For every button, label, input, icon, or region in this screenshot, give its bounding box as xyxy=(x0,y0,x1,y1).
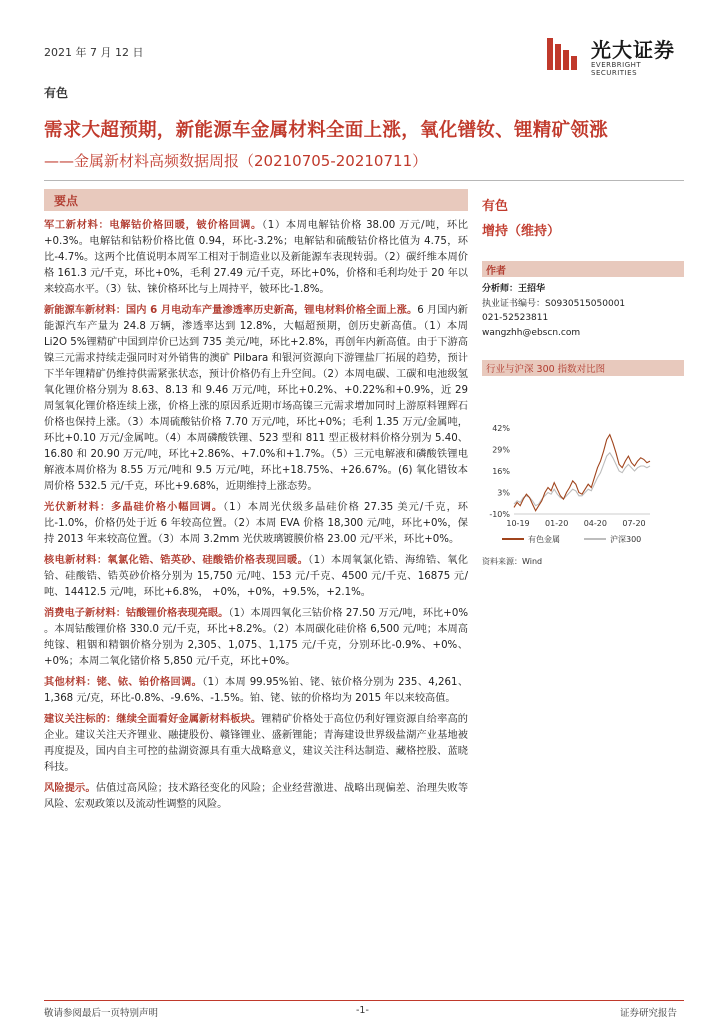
paragraph-lead: 核电新材料：氧氯化锆、锆英砂、硅酸锆价格表现回暖。 xyxy=(44,555,309,566)
x-tick-label: 10-19 xyxy=(506,519,530,528)
paragraph-text: 6 月国内新能源汽车产量为 24.8 万辆，渗透率达到 12.8%，大幅超预期，创历史新高值。（1）本周 Li2O 5%锂精矿中国到岸价已达到 735 美元/吨，环比+2.8%，再创年内新高值。由于下游高镍三元需求持续走强同时对外销售的澳矿 Pilbara 和银河资源向下游锂盐厂拓展的趋势，预计下半年锂精矿仍维持供需紧张状态，预计价格仍有上升空间。（2）本周电碳、工碳和电池级氢氧化锂价格分别为 8.63、8.13 和 9.46 万元/吨，环比+0.2%、+0.22%和+0.9%，近 29 周氢氧化锂价格连续上涨，价格上涨的原因系近期市场高镍三元需求增加同时上游原料锂辉石价格也保持上涨。（3）本周硫酸钴价格 7.70 万元/吨，环比+0%；毛利 1.35 万元/金属吨，环比+0.10 万元/金属吨。（4）本周磷酸铁锂、523 型和 811 型正极材料价格分别为 5.40、16.80 和 20.90 万元/吨，环比+2.86%、+7.0%和+1.7%。（5）三元电解液和磷酸铁锂电解液本周价格为 8.55 万元/吨和 9.5 万元/吨，环比+18.75%、+26.67%。(6) 氧化镨钕本周价格 532.5 元/千克，环比+9.68%，近期维持上涨态势。 xyxy=(44,305,468,492)
paragraph-text: 锂精矿价格处于高位仍利好锂资源自给率高的企业。建议关注天齐锂业、融捷股份、赣锋锂业、盛新锂能；青海建设世界级盐湖产业基地被再度提及，国内自主可控的盐湖资源具有重大战略意义，建议关注科达制造、藏格控股、蓝晓科技。 xyxy=(44,714,468,773)
y-tick-label: 29% xyxy=(492,445,510,455)
logo-chinese: 光大证券 xyxy=(591,38,675,62)
title-divider xyxy=(44,180,684,181)
logo-english: EVERBRIGHT SECURITIES xyxy=(591,61,642,77)
legend-label: 沪深300 xyxy=(610,535,642,544)
paragraph-text: （1）本周电解钴价格 38.00 万元/吨，环比+0.3%。电解钴和钴粉价格比值 0.94，环比-3.2%；电解钴和硫酸钴价格比值为 4.75，环比-4.7%。这两个比值说明本周军工相对于制造业以及新能源车表现转弱。（2）碳纤维本周价格 161.3 元/千克，环比+0%，毛利 27.49 元/千克，环比+0%，价格和毛利均处于 20 年以来较高水平。（3）钛、铼价格环比与上周持平，铍环比-1.8%。 xyxy=(44,220,468,295)
logo-mark-icon xyxy=(545,34,585,74)
chart-source: 资料来源：Wind xyxy=(482,557,543,566)
x-tick-label: 04-20 xyxy=(583,519,607,528)
summary-paragraph xyxy=(44,675,468,707)
analyst-info xyxy=(482,282,625,340)
x-tick-label: 01-20 xyxy=(545,519,569,528)
y-tick-label: 3% xyxy=(497,488,510,498)
index-comparison-chart xyxy=(482,420,684,550)
paragraph-lead: 军工新材料：电解钴价格回暖，铍价格回调。 xyxy=(44,220,262,231)
paragraph-lead: 新能源车新材料：国内 6 月电动车产量渗透率历史新高，锂电材料价格全面上涨。 xyxy=(44,305,418,316)
brand-logo xyxy=(545,34,685,77)
paragraph-lead: 消费电子新材料：钴酸锂价格表现亮眼。 xyxy=(44,608,229,619)
report-subtitle: ——金属新材料高频数据周报（20210705-20210711） xyxy=(44,152,428,170)
summary-paragraph xyxy=(44,606,468,670)
series-line xyxy=(514,435,650,511)
chart-heading-bar xyxy=(482,360,684,376)
summary-body xyxy=(44,218,468,818)
rating-label: 增持（维持） xyxy=(482,224,561,239)
summary-paragraph xyxy=(44,500,468,548)
footer-divider xyxy=(44,1000,684,1001)
analyst-phone: 021-52523811 xyxy=(482,313,549,323)
summary-paragraph xyxy=(44,712,468,776)
y-tick-label: 16% xyxy=(492,467,510,476)
summary-paragraph xyxy=(44,218,468,298)
paragraph-text: （1）本周氧氯化锆、海绵锆、氧化铪、硅酸锆、锆英砂价格分别为 15,750 元/吨、153 元/千克、4500 元/千克、16875 元/吨、14412.5 元/吨，环比+6.8%， +0%，+0%，+9.5%，+2.1%。 xyxy=(44,555,468,598)
paragraph-text: （1）本周光伏级多晶硅价格 27.35 美元/千克，环比-1.0%，价格仍处于近 6 年较高位置。（2）本周 EVA 价格 18,300 元/吨，环比+0%，保持 2013 年来较高位置。（3）本周 3.2mm 光伏玻璃镀膜价格 23.00 元/平米，环比+0%。 xyxy=(44,502,468,545)
summary-paragraph xyxy=(44,781,468,813)
series-line xyxy=(514,453,650,506)
paragraph-text: （1）本周四氧化三钴价格 27.50 万元/吨，环比+0% 。本周钴酸锂价格 330.0 元/千克，环比+8.2%。（2）本周碳化硅价格 6,500 元/吨；本周高纯镓、粗铟和精铟价格分别为 2,305、1,075、1,175 元/千克，分别环比-0.9%、+0%、+0%；本周二氧化锗价格 5,850 元/千克，环比+0%。 xyxy=(44,608,469,667)
license-number: 执业证书编号：S0930515050001 xyxy=(482,298,626,309)
author-heading-bar xyxy=(482,261,684,277)
analyst-email[interactable]: wangzhh@ebscn.com xyxy=(482,327,581,338)
summary-paragraph xyxy=(44,553,468,601)
paragraph-lead: 建议关注标的：继续全面看好金属新材料板块。 xyxy=(44,714,262,725)
analyst-name: 分析师：王招华 xyxy=(482,284,546,294)
author-heading: 作者 xyxy=(486,266,506,277)
summary-heading: 要点 xyxy=(54,194,79,208)
paragraph-text: 估值过高风险；技术路径变化的风险；企业经营激进、战略出现偏差、治理失败等风险、宏观政策以及流动性调整的风险。 xyxy=(44,783,469,810)
page-number: -1- xyxy=(356,1005,369,1016)
x-tick-label: 07-20 xyxy=(622,519,646,528)
y-tick-label: -10% xyxy=(489,510,510,519)
report-title: 需求大超预期，新能源车金属材料全面上涨，氧化镨钕、锂精矿领涨 xyxy=(44,120,609,141)
paragraph-lead: 光伏新材料：多晶硅价格小幅回调。 xyxy=(44,502,224,513)
footer-disclaimer: 敬请参阅最后一页特别声明 xyxy=(44,1008,159,1019)
summary-paragraph xyxy=(44,303,468,495)
sector-label: 有色 xyxy=(44,86,69,100)
chart-heading: 行业与沪深 300 指数对比图 xyxy=(486,364,606,375)
paragraph-lead: 风险提示。 xyxy=(44,783,96,794)
report-date: 2021 年 7 月 12 日 xyxy=(44,46,144,59)
y-tick-label: 42% xyxy=(492,424,510,433)
legend-label: 有色金属 xyxy=(528,535,560,544)
sidebar-sector: 有色 xyxy=(482,199,509,214)
summary-heading-bar xyxy=(44,189,468,211)
paragraph-lead: 其他材料：铑、铱、铂价格回调。 xyxy=(44,677,203,688)
footer-report-type: 证券研究报告 xyxy=(620,1008,678,1019)
paragraph-text: （1）本周 99.95%铂、铑、铱价格分别为 235、4,261、1,368 元/克，环比-0.8%、-9.6%、-1.5%。铂、铑、铱的价格均为 2015 年以来较高值。 xyxy=(44,677,469,704)
